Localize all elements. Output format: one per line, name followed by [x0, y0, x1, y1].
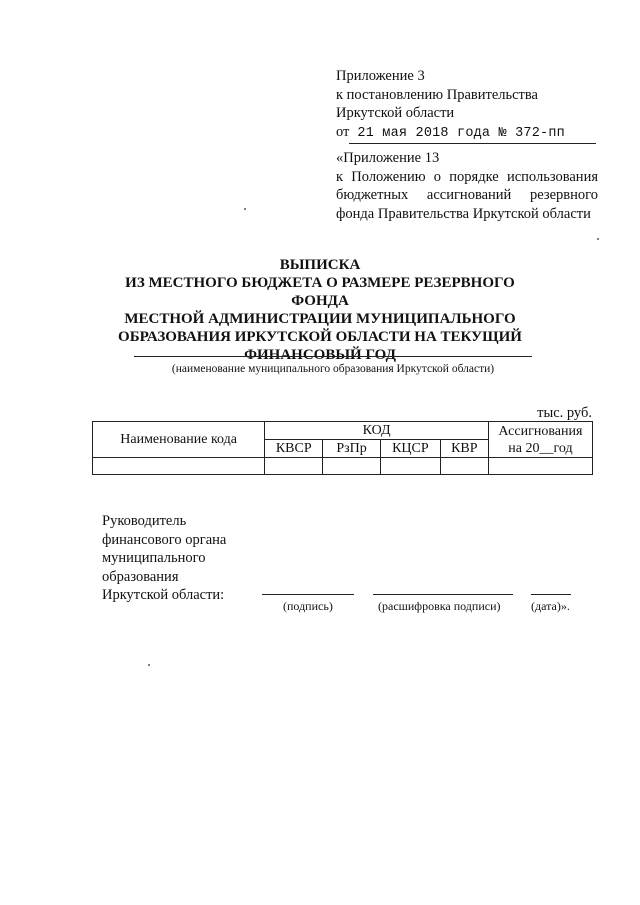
cell-kvsr [265, 458, 323, 475]
signer-line-1: Руководитель [102, 513, 187, 529]
header-allocation-line2: на 20__год [508, 440, 573, 456]
appendix-13-line2: к Положению о порядке использования [336, 168, 598, 185]
appendix-3-date-line [336, 123, 596, 145]
municipality-name-field [134, 356, 532, 357]
appendix-13-header [336, 149, 598, 223]
signer-block [102, 512, 272, 605]
units-label: тыс. руб. [537, 405, 592, 421]
budget-code-table [92, 421, 593, 475]
header-kvr: КВР [440, 440, 488, 458]
date-caption: (дата)». [531, 599, 570, 613]
transcript-caption: (расшифровка подписи) [378, 599, 501, 613]
cell-rzpr [323, 458, 381, 475]
cell-code-name [93, 458, 265, 475]
header-kcsr: КЦСР [380, 440, 440, 458]
title-line-1: ВЫПИСКА [279, 257, 361, 273]
document-title [100, 256, 540, 364]
appendix-3-line3: Иркутской области [336, 105, 455, 121]
title-line-3: МЕСТНОЙ АДМИНИСТРАЦИИ МУНИЦИПАЛЬНОГО [124, 311, 516, 327]
appendix-3-header [336, 67, 596, 144]
title-line-5: ФИНАНСОВЫЙ ГОД [244, 347, 396, 363]
header-code-name: Наименование кода [93, 422, 265, 458]
signature-caption: (подпись) [283, 599, 333, 613]
title-line-4: ОБРАЗОВАНИЯ ИРКУТСКОЙ ОБЛАСТИ НА ТЕКУЩИЙ [118, 329, 522, 345]
appendix-3-line2: к постановлению Правительства [336, 86, 538, 103]
appendix-13-line3: бюджетных ассигнований резервного [336, 187, 598, 203]
signer-line-2: финансового органа [102, 531, 227, 548]
municipality-name-caption: (наименование муниципального образования Иркутской области) [171, 363, 495, 375]
from-label: от [336, 123, 350, 140]
scan-speck [597, 238, 599, 240]
signer-line-4: образования [102, 568, 179, 585]
cell-allocation [488, 458, 592, 475]
date-number-value: 21 мая 2018 года № 372-пп [357, 125, 565, 141]
title-line-2: ИЗ МЕСТНОГО БЮДЖЕТА О РАЗМЕРЕ РЕЗЕРВНОГО ФОНДА [125, 275, 515, 309]
appendix-13-title: «Приложение 13 [336, 150, 440, 166]
signature-field [262, 594, 354, 595]
scan-speck [148, 664, 150, 666]
date-number-stamp [349, 123, 596, 145]
header-rzpr: РзПр [323, 440, 381, 458]
signature-transcript-field [373, 594, 513, 595]
appendix-3-title: Приложение 3 [336, 68, 425, 84]
signer-line-5: Иркутской области: [102, 587, 225, 603]
appendix-13-line4: фонда Правительства Иркутской области [336, 205, 591, 222]
cell-kvr [440, 458, 488, 475]
header-allocation [488, 422, 592, 458]
header-allocation-line1: Ассигнования [498, 423, 583, 439]
table-row [93, 458, 593, 475]
cell-kcsr [380, 458, 440, 475]
signer-line-3: муниципального [102, 550, 206, 566]
date-field [531, 594, 571, 595]
header-kvsr: КВСР [265, 440, 323, 458]
header-kod: КОД [265, 422, 489, 440]
scan-speck [244, 208, 246, 210]
